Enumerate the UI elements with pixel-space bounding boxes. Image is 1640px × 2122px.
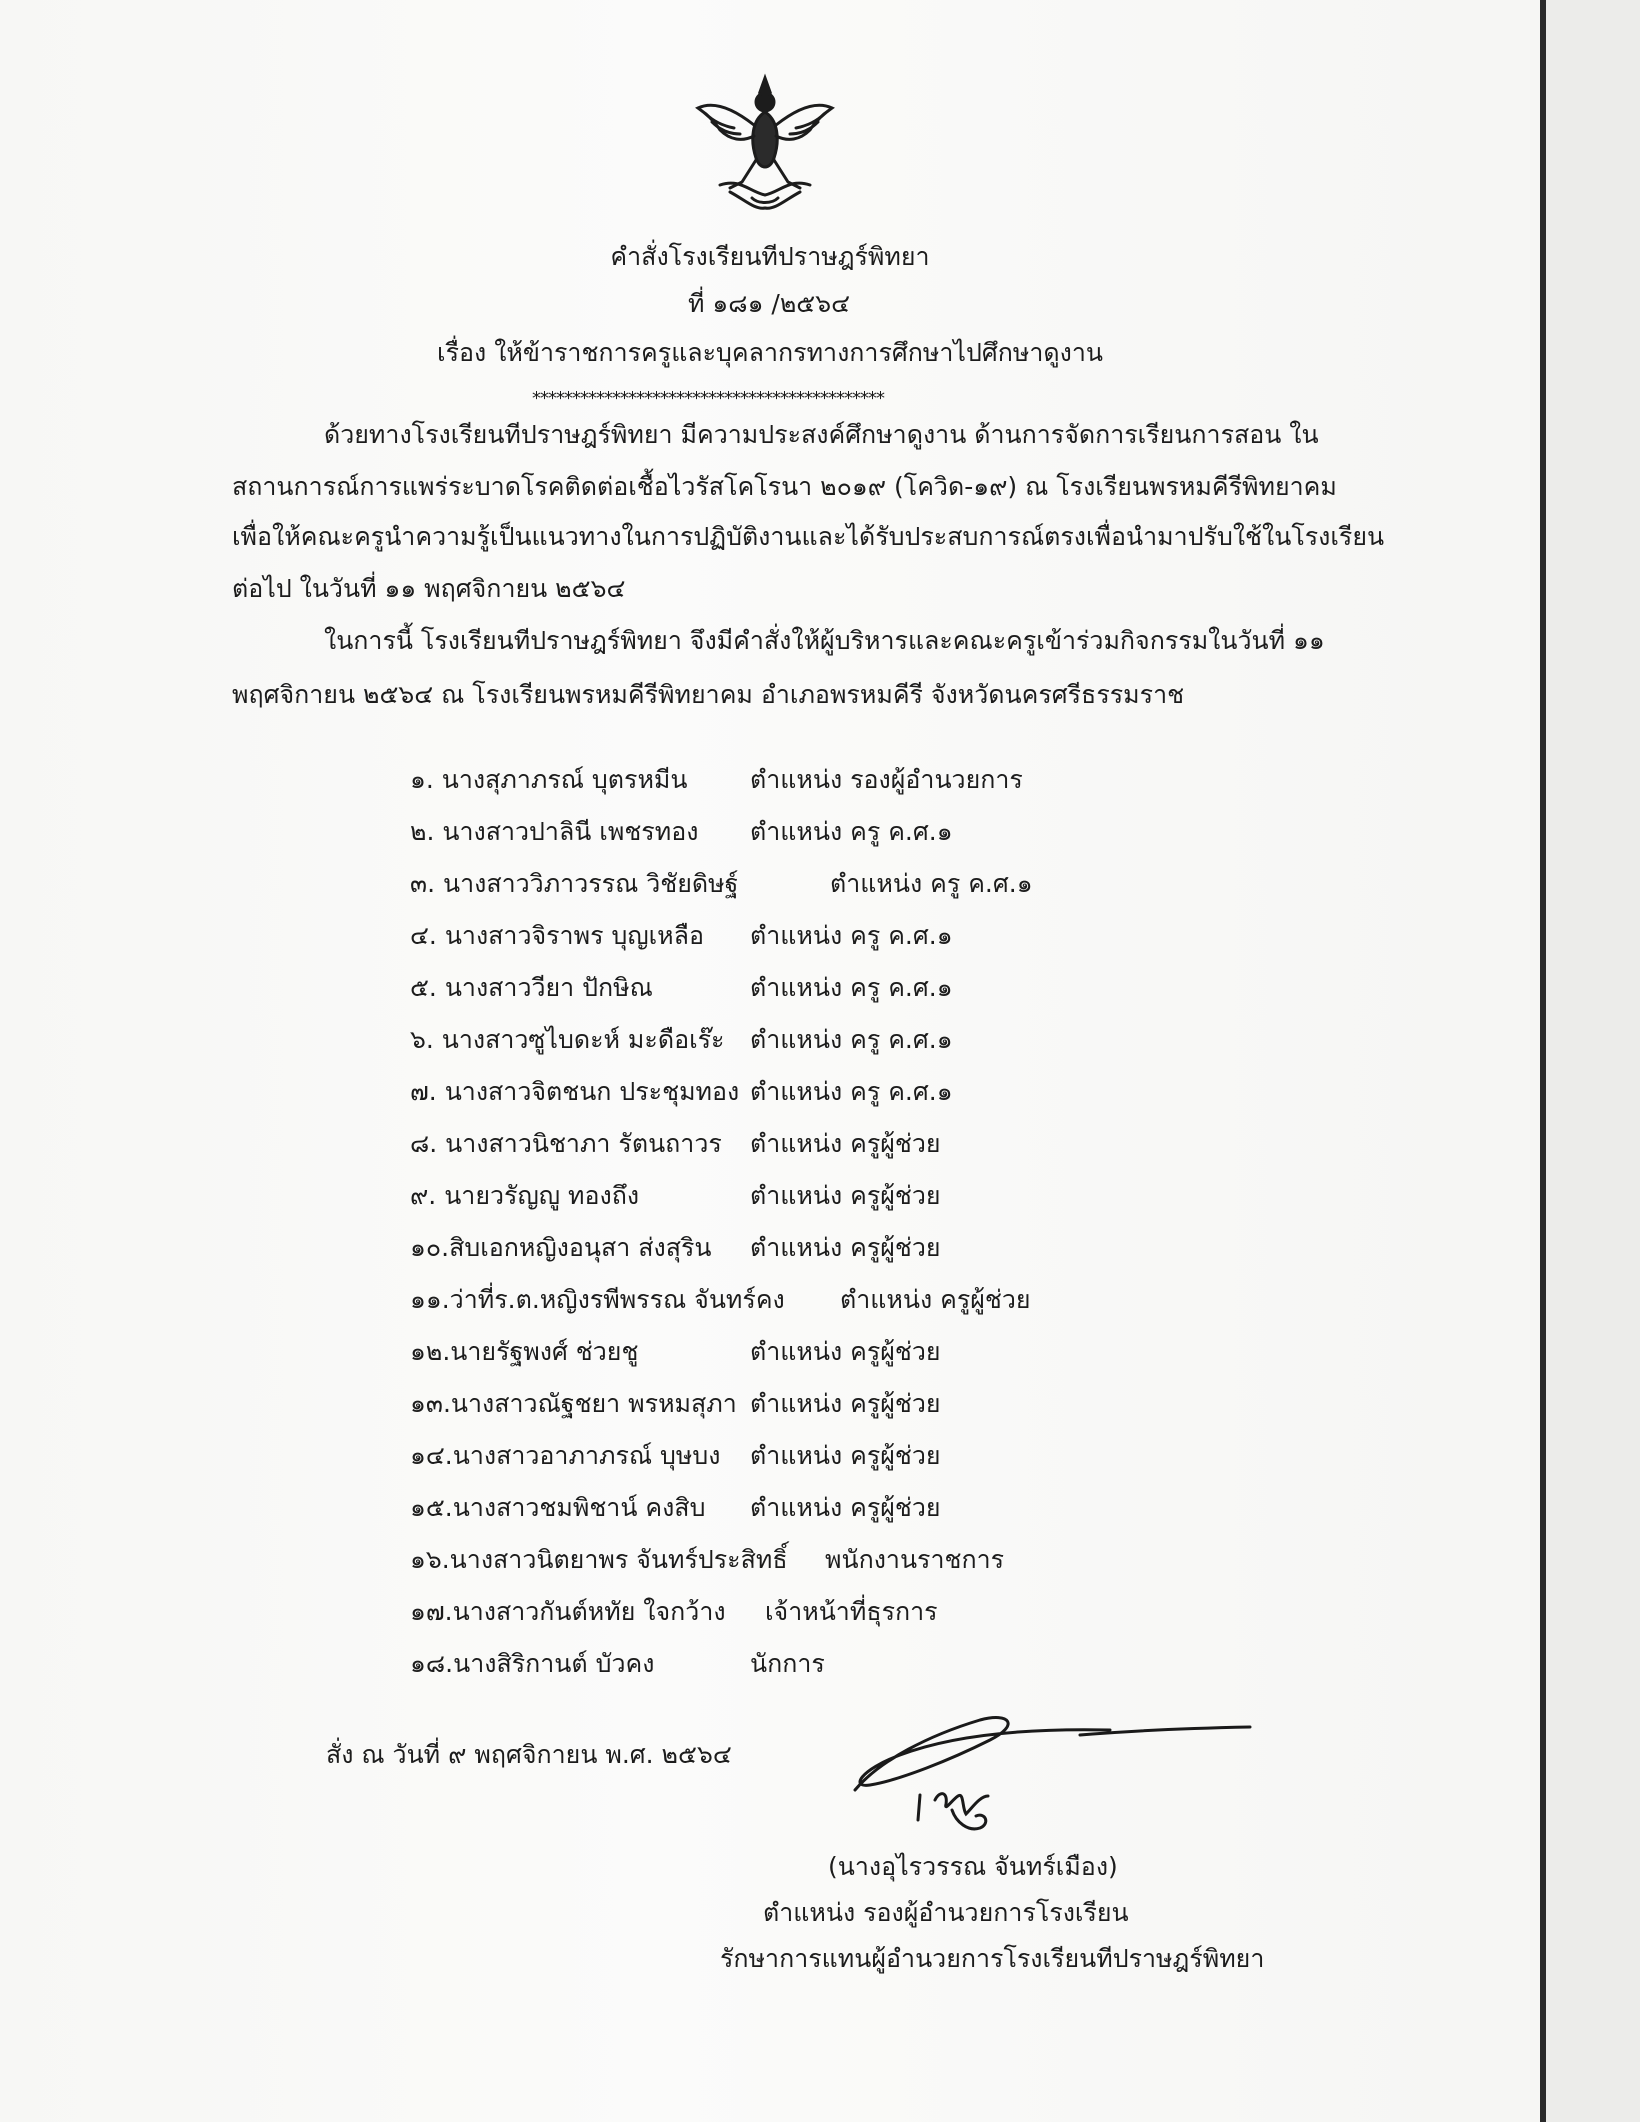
- paragraph-2-line-2: พฤศจิกายน ๒๕๖๔ ณ โรงเรียนพรหมคีรีพิทยาคม อำเภอพรหมคีรี จังหวัดนครศรีธรรมราช: [232, 680, 1185, 709]
- order-date: สั่ง ณ วันที่ ๙ พฤศจิกายน พ.ศ. ๒๕๖๔: [326, 1740, 732, 1769]
- garuda-emblem-icon: [690, 70, 840, 215]
- staff-position: ตำแหน่ง ครูผู้ช่วย: [840, 1285, 1031, 1314]
- staff-name: ๑๔.นางสาวอาภาภรณ์ บุษบง: [410, 1441, 721, 1470]
- signer-acting-position: รักษาการแทนผู้อำนวยการโรงเรียนทีปราษฎร์พิทยา: [720, 1944, 1265, 1973]
- background-strip: [1546, 0, 1640, 2122]
- staff-position: ตำแหน่ง ครู ค.ศ.๑: [750, 817, 953, 846]
- paragraph-1-line-4: ต่อไป ในวันที่ ๑๑ พฤศจิกายน ๒๕๖๔: [232, 574, 626, 603]
- staff-position: ตำแหน่ง ครู ค.ศ.๑: [830, 869, 1033, 898]
- staff-position: ตำแหน่ง ครูผู้ช่วย: [750, 1337, 941, 1366]
- staff-name: ๑๐.สิบเอกหญิงอนุสา ส่งสุริน: [410, 1233, 712, 1262]
- order-number: ที่ ๑๘๑ /๒๕๖๔: [688, 289, 851, 318]
- staff-position: ตำแหน่ง รองผู้อำนวยการ: [750, 765, 1023, 794]
- staff-name: ๕. นางสาววียา ปักษิณ: [410, 973, 653, 1002]
- staff-position: ตำแหน่ง ครูผู้ช่วย: [750, 1129, 941, 1158]
- staff-position: ตำแหน่ง ครู ค.ศ.๑: [750, 973, 953, 1002]
- staff-name: ๑๑.ว่าที่ร.ต.หญิงรพีพรรณ จันทร์คง: [410, 1285, 785, 1314]
- separator-line: ********************************************: [532, 388, 884, 409]
- staff-name: ๑๖.นางสาวนิตยาพร จันทร์ประสิทธิ์: [410, 1545, 788, 1574]
- paragraph-2-line-1: ในการนี้ โรงเรียนทีปราษฎร์พิทยา จึงมีคำสั่งให้ผู้บริหารและคณะครูเข้าร่วมกิจกรรมในวันที่ ๑๑: [324, 626, 1325, 655]
- staff-name: ๑๕.นางสาวชมพิชาน์ คงสิบ: [410, 1493, 706, 1522]
- staff-name: ๙. นายวรัญญู ทองถึง: [410, 1181, 640, 1210]
- staff-position: ตำแหน่ง ครูผู้ช่วย: [750, 1493, 941, 1522]
- staff-position: ตำแหน่ง ครู ค.ศ.๑: [750, 921, 953, 950]
- paragraph-1-line-2: สถานการณ์การแพร่ระบาดโรคติดต่อเชื้อไวรัสโคโรนา ๒๐๑๙ (โควิด-๑๙) ณ โรงเรียนพรหมคีรีพิทยาคม: [232, 472, 1337, 501]
- signer-position: ตำแหน่ง รองผู้อำนวยการโรงเรียน: [763, 1898, 1129, 1927]
- staff-name: ๑. นางสุภาภรณ์ บุตรหมีน: [410, 765, 688, 794]
- staff-name: ๓. นางสาววิภาวรรณ วิชัยดิษฐ์: [410, 869, 739, 898]
- staff-name: ๗. นางสาวจิตชนก ประชุมทอง: [410, 1077, 740, 1106]
- signature-image: [840, 1700, 1260, 1850]
- staff-position: ตำแหน่ง ครูผู้ช่วย: [750, 1441, 941, 1470]
- staff-name: ๒. นางสาวปาลินี เพชรทอง: [410, 817, 699, 846]
- staff-name: ๑๘.นางสิริกานต์ บัวคง: [410, 1649, 655, 1678]
- staff-name: ๑๗.นางสาวกันต์หทัย ใจกว้าง: [410, 1597, 726, 1626]
- staff-position: พนักงานราชการ: [825, 1545, 1005, 1574]
- order-subject: เรื่อง ให้ข้าราชการครูและบุคลากรทางการศึกษาไปศึกษาดูงาน: [437, 338, 1103, 367]
- staff-position: ตำแหน่ง ครูผู้ช่วย: [750, 1181, 941, 1210]
- staff-position: นักการ: [750, 1649, 825, 1678]
- staff-position: ตำแหน่ง ครูผู้ช่วย: [750, 1389, 941, 1418]
- staff-name: ๑๓.นางสาวณัฐชยา พรหมสุภา: [410, 1389, 737, 1418]
- order-title: คำสั่งโรงเรียนทีปราษฎร์พิทยา: [610, 242, 930, 271]
- staff-name: ๑๒.นายรัฐพงศ์ ช่วยชู: [410, 1337, 639, 1366]
- staff-position: ตำแหน่ง ครู ค.ศ.๑: [750, 1025, 953, 1054]
- signer-name: (นางอุไรวรรณ จันทร์เมือง): [828, 1852, 1118, 1881]
- staff-position: เจ้าหน้าที่ธุรการ: [765, 1597, 938, 1626]
- staff-position: ตำแหน่ง ครูผู้ช่วย: [750, 1233, 941, 1262]
- paragraph-1-line-3: เพื่อให้คณะครูนำความรู้เป็นแนวทางในการปฏิบัติงานและได้รับประสบการณ์ตรงเพื่อนำมาปรับใช้ในโรงเรียน: [232, 522, 1385, 551]
- staff-name: ๔. นางสาวจิราพร บุญเหลือ: [410, 921, 704, 950]
- staff-name: ๖. นางสาวซูไบดะห์ มะดือเร๊ะ: [410, 1025, 725, 1054]
- staff-position: ตำแหน่ง ครู ค.ศ.๑: [750, 1077, 953, 1106]
- paragraph-1-line-1: ด้วยทางโรงเรียนทีปราษฎร์พิทยา มีความประสงค์ศึกษาดูงาน ด้านการจัดการเรียนการสอน ใน: [324, 420, 1319, 449]
- staff-name: ๘. นางสาวนิชาภา รัตนถาวร: [410, 1129, 722, 1158]
